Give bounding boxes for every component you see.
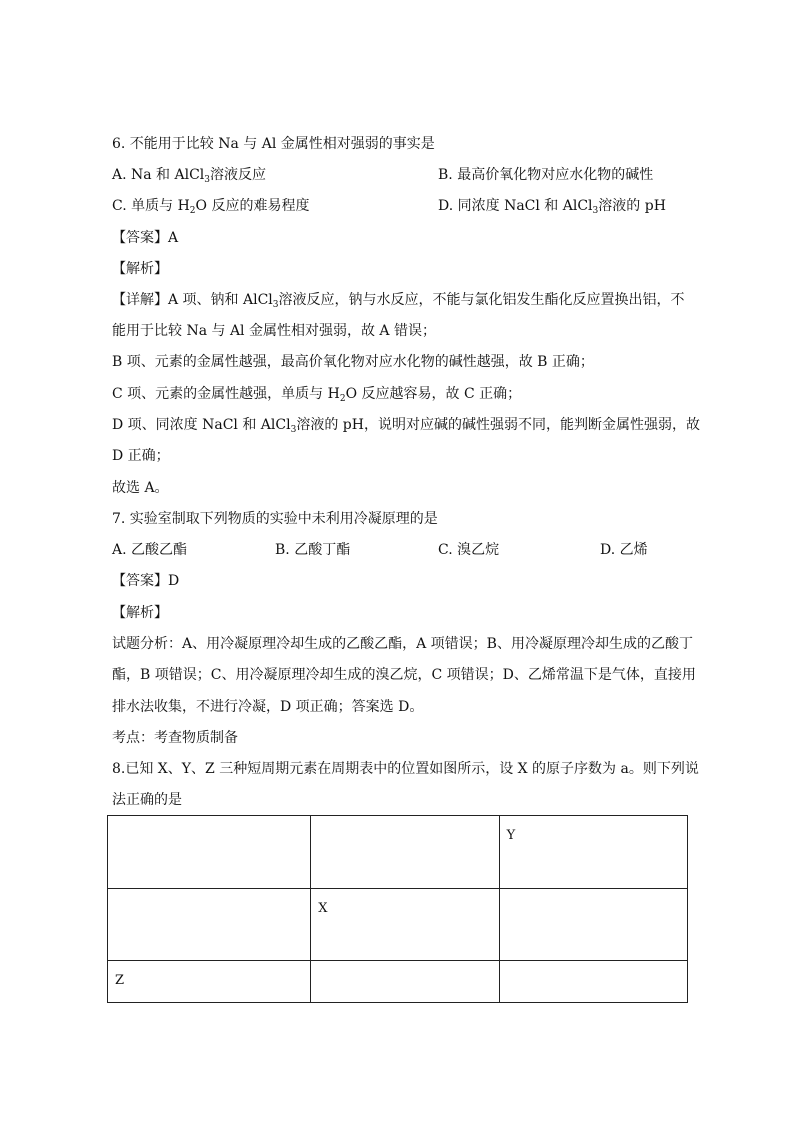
q6-stem: 6. 不能用于比较 Na 与 Al 金属性相对强弱的事实是 xyxy=(112,136,435,152)
q6-detail-line-3: B 项、元素的金属性越强，最高价氧化物对应水化物的碱性越强，故 B 正确； xyxy=(112,354,594,370)
table-cell xyxy=(108,889,311,961)
table-row xyxy=(108,889,688,961)
q6-option-a: A. Na 和 AlCl$_3$溶液反应 xyxy=(112,167,267,185)
q7-analysis-line-1: 试题分析：A、用冷凝原理冷却生成的乙酸乙酯，A 项错误；B、用冷凝原理冷却生成的乙酸丁 xyxy=(112,636,693,652)
q7-analysis-line-2: 酯，B 项错误；C、用冷凝原理冷却生成的溴乙烷，C 项错误；D、乙烯常温下是气体，直接用 xyxy=(112,667,696,683)
periodic-table-figure xyxy=(107,815,688,1003)
table-row xyxy=(108,961,688,1003)
q7-kaodian: 考点：考查物质制备 xyxy=(112,730,238,746)
q7-option-c: C. 溴乙烷 xyxy=(438,542,500,558)
q7-analysis-label: 【解析】 xyxy=(112,605,168,621)
q6-option-b: B. 最高价氧化物对应水化物的碱性 xyxy=(438,167,654,183)
q6-detail-line-4: C 项、元素的金属性越强，单质与 $H_2O$ 反应越容易，故 C 正确； xyxy=(112,386,522,404)
table-cell xyxy=(311,816,499,889)
table-cell xyxy=(108,816,311,889)
q6-detail-line-6: D 正确； xyxy=(112,448,170,464)
q7-analysis-line-3: 排水法收集，不进行冷凝，D 项正确；答案选 D。 xyxy=(112,699,424,715)
q7-stem: 7. 实验室制取下列物质的实验中未利用冷凝原理的是 xyxy=(112,511,438,527)
q7-option-b: B. 乙酸丁酯 xyxy=(275,542,351,558)
q6-analysis-label: 【解析】 xyxy=(112,261,168,277)
q6-option-d: D. 同浓度 NaCl 和 AlCl$_3$溶液的 pH xyxy=(438,198,666,216)
q7-option-d: D. 乙烯 xyxy=(600,542,648,558)
q6-conclusion: 故选 A。 xyxy=(112,480,169,496)
table-row xyxy=(108,816,688,889)
table-cell-z: Z xyxy=(108,961,311,1003)
q6-answer: 【答案】A xyxy=(112,230,179,246)
table-cell xyxy=(311,961,499,1003)
q7-option-a: A. 乙酸乙酯 xyxy=(112,542,188,558)
q6-detail-line-5: D 项、同浓度 NaCl 和 AlCl$_3$溶液的 pH，说明对应碱的碱性强弱不同，能判断金属性强弱，故 xyxy=(112,417,700,435)
q6-detail-line-1: 【详解】A 项、钠和 AlCl$_3$溶液反应，钠与水反应，不能与氯化铝发生酯化反应置换出铝，不 xyxy=(112,292,685,310)
table-cell-x: X xyxy=(311,889,499,961)
table-cell xyxy=(499,889,687,961)
q6-option-c: C. 单质与 $H_2O$ 反应的难易程度 xyxy=(112,198,310,216)
q8-stem-line-2: 法正确的是 xyxy=(112,792,182,808)
table-cell xyxy=(499,961,687,1003)
q8-stem-line-1: 8.已知 X、Y、Z 三种短周期元素在周期表中的位置如图所示，设 X 的原子序数为 a。则下列说 xyxy=(112,761,699,777)
q6-detail-line-2: 能用于比较 Na 与 Al 金属性相对强弱，故 A 错误； xyxy=(112,323,436,339)
table-cell-y: Y xyxy=(499,816,687,889)
q7-answer: 【答案】D xyxy=(112,573,180,589)
